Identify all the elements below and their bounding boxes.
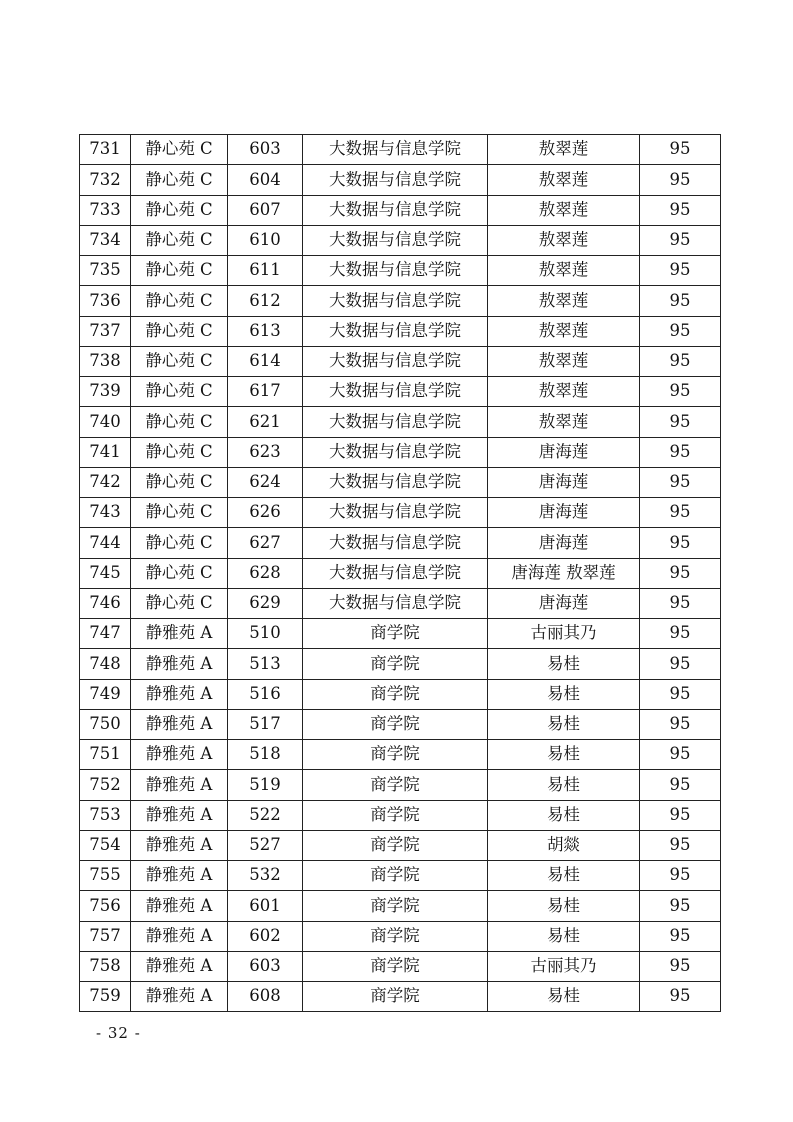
row-number-cell: 751 — [80, 740, 131, 770]
inspector-cell: 敖翠莲 — [488, 316, 640, 346]
table-row — [80, 256, 721, 286]
inspector-cell: 易桂 — [488, 649, 640, 679]
row-number-cell: 756 — [80, 891, 131, 921]
room-number-cell: 610 — [228, 225, 303, 255]
inspector-cell: 易桂 — [488, 679, 640, 709]
page-number: - 32 - — [96, 1024, 141, 1042]
college-cell: 商学院 — [303, 679, 488, 709]
table-row — [80, 498, 721, 528]
score-cell: 95 — [640, 891, 721, 921]
dormitory-score-table — [79, 134, 721, 1012]
score-cell: 95 — [640, 286, 721, 316]
row-number-cell: 743 — [80, 498, 131, 528]
score-cell: 95 — [640, 800, 721, 830]
score-cell: 95 — [640, 467, 721, 497]
row-number-cell: 747 — [80, 619, 131, 649]
college-cell: 大数据与信息学院 — [303, 588, 488, 618]
college-cell: 大数据与信息学院 — [303, 528, 488, 558]
college-cell: 大数据与信息学院 — [303, 165, 488, 195]
building-cell: 静心苑 C — [131, 195, 228, 225]
building-cell: 静雅苑 A — [131, 770, 228, 800]
building-cell: 静雅苑 A — [131, 619, 228, 649]
room-number-cell: 527 — [228, 830, 303, 860]
row-number-cell: 739 — [80, 377, 131, 407]
row-number-cell: 748 — [80, 649, 131, 679]
score-cell: 95 — [640, 861, 721, 891]
building-cell: 静雅苑 A — [131, 861, 228, 891]
score-cell: 95 — [640, 649, 721, 679]
room-number-cell: 516 — [228, 679, 303, 709]
table-row — [80, 377, 721, 407]
room-number-cell: 513 — [228, 649, 303, 679]
inspector-cell: 古丽其乃 — [488, 951, 640, 981]
row-number-cell: 733 — [80, 195, 131, 225]
room-number-cell: 623 — [228, 437, 303, 467]
inspector-cell: 唐海莲 敖翠莲 — [488, 558, 640, 588]
room-number-cell: 624 — [228, 467, 303, 497]
college-cell: 大数据与信息学院 — [303, 195, 488, 225]
row-number-cell: 740 — [80, 407, 131, 437]
row-number-cell: 754 — [80, 830, 131, 860]
room-number-cell: 628 — [228, 558, 303, 588]
inspector-cell: 易桂 — [488, 891, 640, 921]
college-cell: 商学院 — [303, 770, 488, 800]
row-number-cell: 758 — [80, 951, 131, 981]
inspector-cell: 敖翠莲 — [488, 286, 640, 316]
room-number-cell: 627 — [228, 528, 303, 558]
table-row — [80, 165, 721, 195]
room-number-cell: 629 — [228, 588, 303, 618]
room-number-cell: 608 — [228, 982, 303, 1012]
score-cell: 95 — [640, 740, 721, 770]
score-cell: 95 — [640, 135, 721, 165]
room-number-cell: 510 — [228, 619, 303, 649]
inspector-cell: 敖翠莲 — [488, 135, 640, 165]
room-number-cell: 602 — [228, 921, 303, 951]
table-row — [80, 830, 721, 860]
inspector-cell: 唐海莲 — [488, 467, 640, 497]
room-number-cell: 603 — [228, 135, 303, 165]
room-number-cell: 614 — [228, 346, 303, 376]
building-cell: 静雅苑 A — [131, 649, 228, 679]
table-row — [80, 316, 721, 346]
college-cell: 大数据与信息学院 — [303, 377, 488, 407]
building-cell: 静雅苑 A — [131, 740, 228, 770]
inspector-cell: 敖翠莲 — [488, 407, 640, 437]
college-cell: 大数据与信息学院 — [303, 256, 488, 286]
table-row — [80, 407, 721, 437]
inspector-cell: 唐海莲 — [488, 437, 640, 467]
inspector-cell: 易桂 — [488, 982, 640, 1012]
college-cell: 大数据与信息学院 — [303, 346, 488, 376]
score-cell: 95 — [640, 437, 721, 467]
table-row — [80, 467, 721, 497]
room-number-cell: 607 — [228, 195, 303, 225]
table-row — [80, 528, 721, 558]
inspector-cell: 唐海莲 — [488, 498, 640, 528]
score-cell: 95 — [640, 709, 721, 739]
score-cell: 95 — [640, 619, 721, 649]
college-cell: 商学院 — [303, 982, 488, 1012]
college-cell: 商学院 — [303, 921, 488, 951]
room-number-cell: 517 — [228, 709, 303, 739]
room-number-cell: 518 — [228, 740, 303, 770]
table-row — [80, 588, 721, 618]
college-cell: 商学院 — [303, 619, 488, 649]
table-row — [80, 437, 721, 467]
building-cell: 静雅苑 A — [131, 709, 228, 739]
score-cell: 95 — [640, 316, 721, 346]
row-number-cell: 737 — [80, 316, 131, 346]
score-cell: 95 — [640, 377, 721, 407]
row-number-cell: 735 — [80, 256, 131, 286]
table-row — [80, 891, 721, 921]
building-cell: 静心苑 C — [131, 346, 228, 376]
table-row — [80, 770, 721, 800]
score-cell: 95 — [640, 558, 721, 588]
college-cell: 商学院 — [303, 951, 488, 981]
college-cell: 大数据与信息学院 — [303, 558, 488, 588]
row-number-cell: 745 — [80, 558, 131, 588]
college-cell: 大数据与信息学院 — [303, 467, 488, 497]
row-number-cell: 732 — [80, 165, 131, 195]
building-cell: 静心苑 C — [131, 225, 228, 255]
building-cell: 静心苑 C — [131, 528, 228, 558]
table-row — [80, 921, 721, 951]
building-cell: 静雅苑 A — [131, 800, 228, 830]
college-cell: 商学院 — [303, 649, 488, 679]
building-cell: 静心苑 C — [131, 588, 228, 618]
row-number-cell: 752 — [80, 770, 131, 800]
building-cell: 静雅苑 A — [131, 982, 228, 1012]
table-row — [80, 225, 721, 255]
building-cell: 静雅苑 A — [131, 921, 228, 951]
inspector-cell: 敖翠莲 — [488, 225, 640, 255]
table-row — [80, 649, 721, 679]
table-row — [80, 679, 721, 709]
building-cell: 静雅苑 A — [131, 891, 228, 921]
row-number-cell: 755 — [80, 861, 131, 891]
building-cell: 静心苑 C — [131, 437, 228, 467]
room-number-cell: 613 — [228, 316, 303, 346]
inspector-cell: 易桂 — [488, 740, 640, 770]
room-number-cell: 532 — [228, 861, 303, 891]
score-cell: 95 — [640, 165, 721, 195]
college-cell: 大数据与信息学院 — [303, 498, 488, 528]
inspector-cell: 敖翠莲 — [488, 165, 640, 195]
table-row — [80, 709, 721, 739]
building-cell: 静雅苑 A — [131, 951, 228, 981]
room-number-cell: 601 — [228, 891, 303, 921]
room-number-cell: 617 — [228, 377, 303, 407]
room-number-cell: 603 — [228, 951, 303, 981]
table-row — [80, 982, 721, 1012]
room-number-cell: 626 — [228, 498, 303, 528]
room-number-cell: 519 — [228, 770, 303, 800]
college-cell: 大数据与信息学院 — [303, 316, 488, 346]
inspector-cell: 易桂 — [488, 709, 640, 739]
room-number-cell: 604 — [228, 165, 303, 195]
score-cell: 95 — [640, 346, 721, 376]
score-cell: 95 — [640, 407, 721, 437]
building-cell: 静心苑 C — [131, 165, 228, 195]
building-cell: 静心苑 C — [131, 316, 228, 346]
room-number-cell: 621 — [228, 407, 303, 437]
building-cell: 静心苑 C — [131, 377, 228, 407]
college-cell: 商学院 — [303, 830, 488, 860]
row-number-cell: 750 — [80, 709, 131, 739]
row-number-cell: 736 — [80, 286, 131, 316]
table-row — [80, 558, 721, 588]
building-cell: 静心苑 C — [131, 407, 228, 437]
score-cell: 95 — [640, 225, 721, 255]
table-body — [80, 135, 721, 1012]
college-cell: 大数据与信息学院 — [303, 135, 488, 165]
score-cell: 95 — [640, 951, 721, 981]
table-row — [80, 861, 721, 891]
row-number-cell: 741 — [80, 437, 131, 467]
room-number-cell: 522 — [228, 800, 303, 830]
table-row — [80, 286, 721, 316]
table-row — [80, 740, 721, 770]
building-cell: 静雅苑 A — [131, 830, 228, 860]
row-number-cell: 759 — [80, 982, 131, 1012]
room-number-cell: 612 — [228, 286, 303, 316]
score-cell: 95 — [640, 921, 721, 951]
college-cell: 大数据与信息学院 — [303, 407, 488, 437]
building-cell: 静心苑 C — [131, 498, 228, 528]
table-row — [80, 135, 721, 165]
row-number-cell: 746 — [80, 588, 131, 618]
building-cell: 静心苑 C — [131, 256, 228, 286]
inspector-cell: 敖翠莲 — [488, 377, 640, 407]
inspector-cell: 古丽其乃 — [488, 619, 640, 649]
row-number-cell: 753 — [80, 800, 131, 830]
table-row — [80, 346, 721, 376]
score-cell: 95 — [640, 256, 721, 286]
row-number-cell: 749 — [80, 679, 131, 709]
inspector-cell: 敖翠莲 — [488, 256, 640, 286]
score-cell: 95 — [640, 588, 721, 618]
college-cell: 商学院 — [303, 861, 488, 891]
score-cell: 95 — [640, 830, 721, 860]
college-cell: 大数据与信息学院 — [303, 225, 488, 255]
dormitory-score-table-container — [79, 134, 721, 1012]
score-cell: 95 — [640, 195, 721, 225]
row-number-cell: 731 — [80, 135, 131, 165]
building-cell: 静心苑 C — [131, 135, 228, 165]
college-cell: 大数据与信息学院 — [303, 437, 488, 467]
row-number-cell: 744 — [80, 528, 131, 558]
row-number-cell: 734 — [80, 225, 131, 255]
row-number-cell: 738 — [80, 346, 131, 376]
building-cell: 静雅苑 A — [131, 679, 228, 709]
inspector-cell: 易桂 — [488, 770, 640, 800]
room-number-cell: 611 — [228, 256, 303, 286]
table-row — [80, 619, 721, 649]
score-cell: 95 — [640, 982, 721, 1012]
inspector-cell: 易桂 — [488, 921, 640, 951]
college-cell: 商学院 — [303, 800, 488, 830]
score-cell: 95 — [640, 770, 721, 800]
building-cell: 静心苑 C — [131, 558, 228, 588]
inspector-cell: 敖翠莲 — [488, 346, 640, 376]
score-cell: 95 — [640, 679, 721, 709]
table-row — [80, 800, 721, 830]
college-cell: 商学院 — [303, 891, 488, 921]
college-cell: 商学院 — [303, 740, 488, 770]
college-cell: 大数据与信息学院 — [303, 286, 488, 316]
table-row — [80, 951, 721, 981]
inspector-cell: 易桂 — [488, 800, 640, 830]
inspector-cell: 易桂 — [488, 861, 640, 891]
row-number-cell: 757 — [80, 921, 131, 951]
row-number-cell: 742 — [80, 467, 131, 497]
inspector-cell: 敖翠莲 — [488, 195, 640, 225]
score-cell: 95 — [640, 498, 721, 528]
score-cell: 95 — [640, 528, 721, 558]
building-cell: 静心苑 C — [131, 286, 228, 316]
college-cell: 商学院 — [303, 709, 488, 739]
inspector-cell: 唐海莲 — [488, 588, 640, 618]
inspector-cell: 胡燚 — [488, 830, 640, 860]
table-row — [80, 195, 721, 225]
building-cell: 静心苑 C — [131, 467, 228, 497]
inspector-cell: 唐海莲 — [488, 528, 640, 558]
